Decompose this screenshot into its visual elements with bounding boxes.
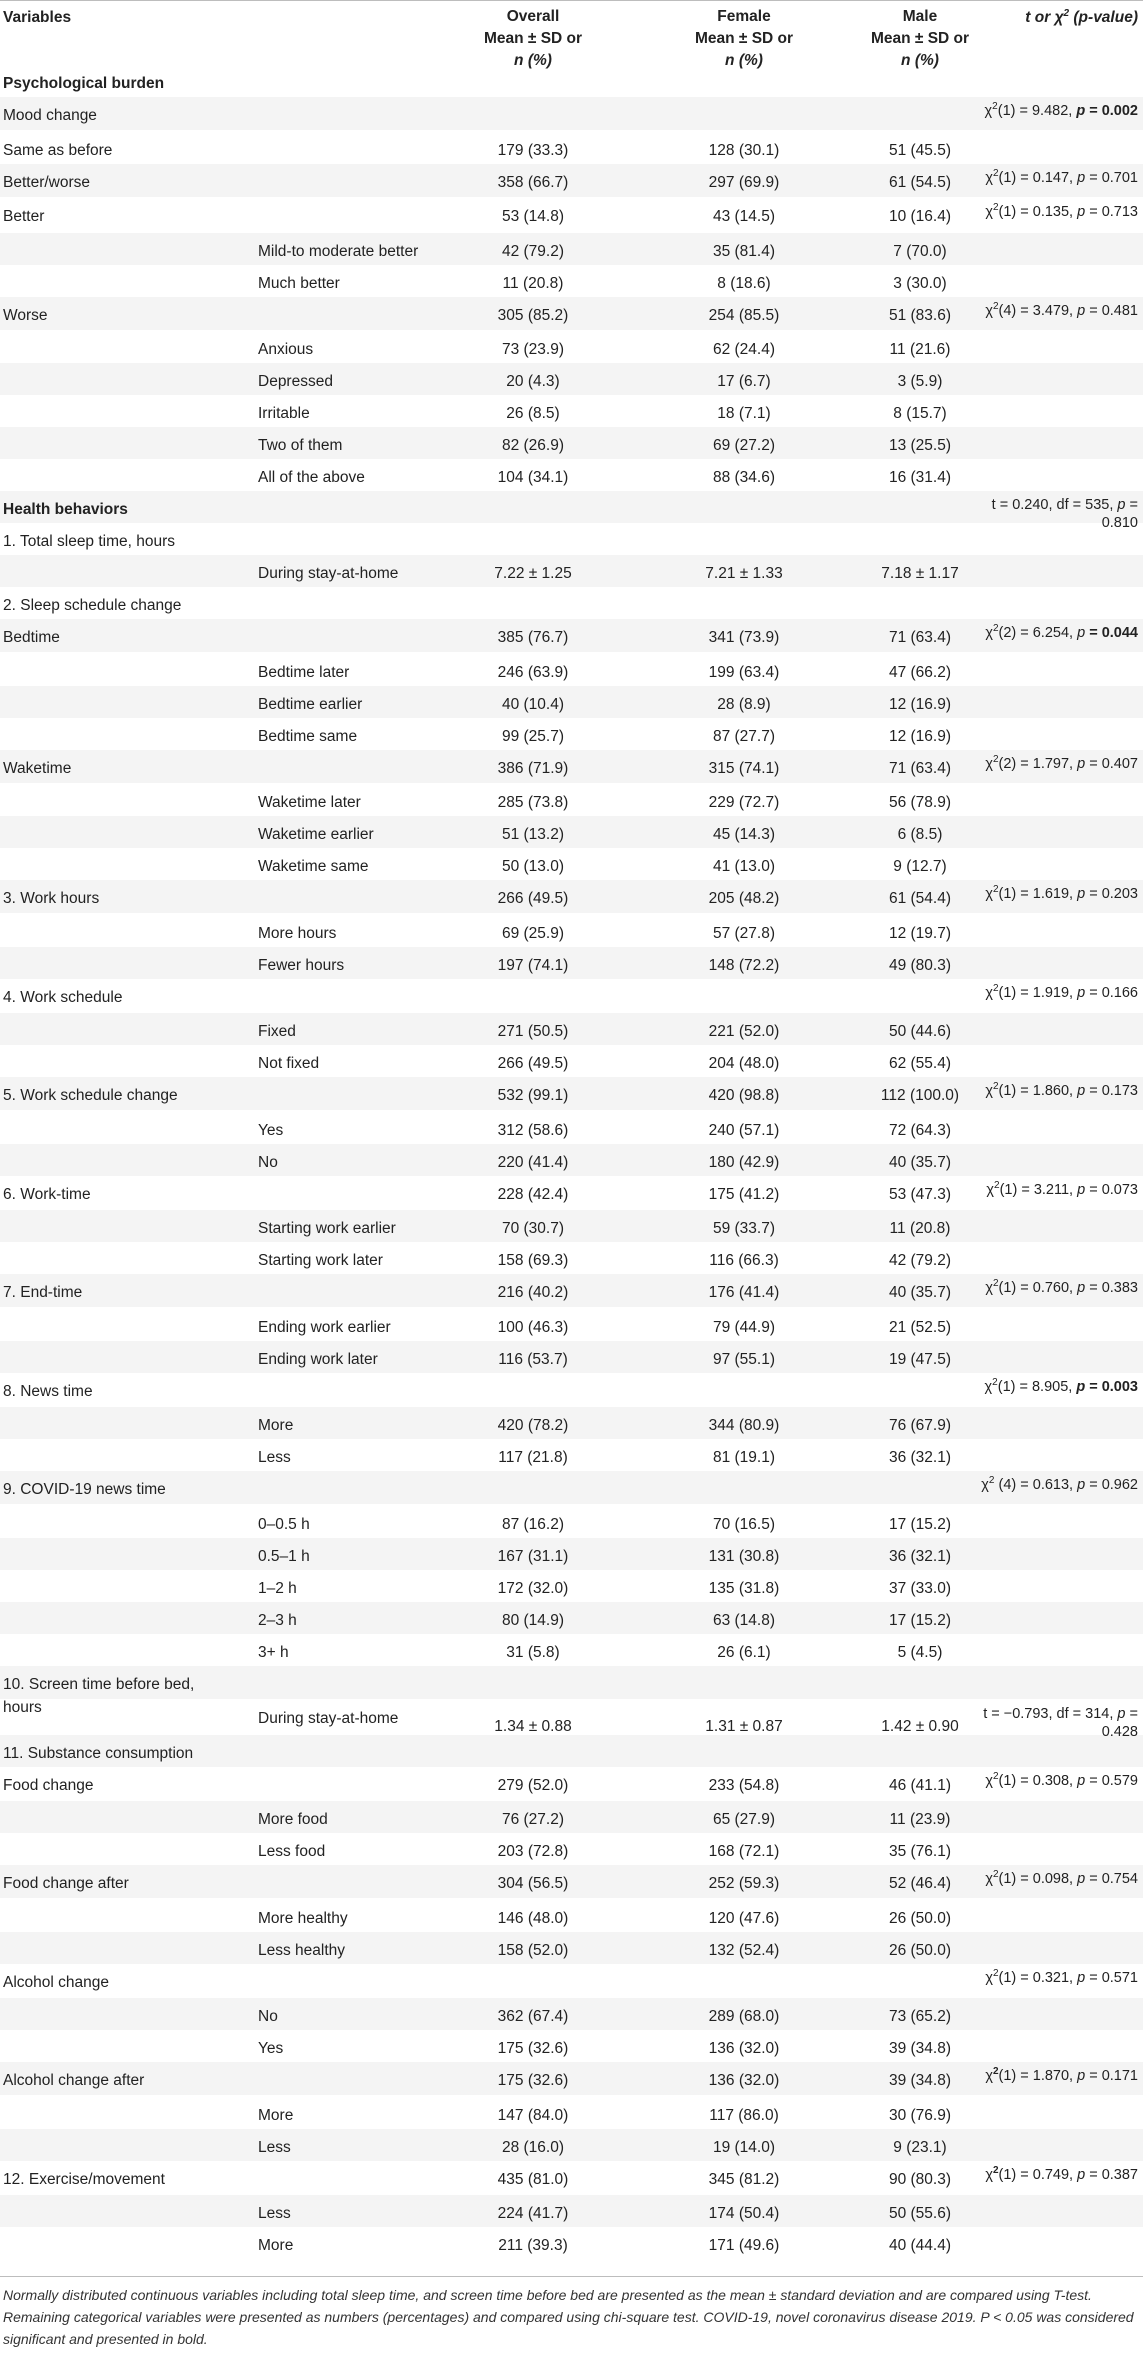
header-overall-line1: Overall <box>506 8 560 25</box>
cell-female: 221 (52.0) <box>708 1023 780 1040</box>
cell-male: 61 (54.4) <box>888 890 952 907</box>
cell-overall: 220 (41.4) <box>497 1153 569 1171</box>
cell-female: 35 (81.4) <box>712 242 776 260</box>
subcategory-label: 0.5–1 h <box>258 1547 310 1565</box>
subcategory-label: More hours <box>258 924 337 942</box>
cell-female: 79 (44.9) <box>712 1318 776 1336</box>
subcategory-label: More <box>258 2106 294 2124</box>
cell-overall: 20 (4.3) <box>506 373 560 390</box>
cell-male: 12 (16.9) <box>888 727 952 745</box>
cell-female: 62 (24.4) <box>712 341 776 358</box>
cell-female: 26 (6.1) <box>717 1643 771 1661</box>
cell-male: 11 (21.6) <box>889 341 951 358</box>
cell-female: 175 (41.2) <box>708 1185 780 1203</box>
variable-label: 12. Exercise/movement <box>3 2170 165 2188</box>
cell-female: 88 (34.6) <box>712 469 776 486</box>
subcategory-label: Two of them <box>258 437 343 454</box>
cell-female: 120 (47.6) <box>708 1909 780 1927</box>
subcategory-label: Less <box>258 1449 291 1466</box>
variable-label: 8. News time <box>3 1382 93 1400</box>
cell-statistic: $\chi^2(1) = 0.098$, p = 0.754 <box>985 1869 1138 1887</box>
section-heading: Psychological burden <box>3 75 165 92</box>
cell-overall: 203 (72.8) <box>497 1843 569 1860</box>
cell-female: 69 (27.2) <box>712 437 776 454</box>
subcategory-label: Less <box>258 2205 291 2222</box>
cell-male: 8 (15.7) <box>893 405 947 422</box>
cell-statistic: $\chi^2(1) = 0.135$, p = 0.713 <box>985 202 1138 220</box>
header-female <box>648 6 840 72</box>
subcategory-label: More healthy <box>258 1909 348 1927</box>
cell-overall: 87 (16.2) <box>501 1515 565 1533</box>
cell-overall: 53 (14.8) <box>501 208 565 225</box>
variable-label: Alcohol change after <box>3 2072 145 2089</box>
cell-overall: 362 (67.4) <box>497 2008 569 2025</box>
cell-overall: 285 (73.8) <box>497 794 569 811</box>
subcategory-label: More <box>258 1417 294 1434</box>
subcategory-label: Much better <box>258 274 340 292</box>
table-footnote: Normally distributed continuous variables including total sleep time, and screen time before bed are presented as the mean ± standard deviation and are compared using T-test. Remaining categorical variables were presented as numbers (percentages) and compared using chi-square test. COVID-19, novel coronavirus disease 2019. P < 0.05 was considered significant and presented in bold. <box>3 2287 1134 2347</box>
cell-male: 37 (33.0) <box>888 1579 952 1597</box>
cell-female: 233 (54.8) <box>708 1776 780 1794</box>
cell-overall: 146 (48.0) <box>497 1909 569 1927</box>
cell-statistic: $\chi^2(1) = 0.749$, p = 0.387 <box>985 2164 1138 2183</box>
header-overall-line3: n (%) <box>514 52 552 69</box>
cell-overall: 211 (39.3) <box>498 2237 568 2254</box>
subcategory-label: Depressed <box>258 373 333 390</box>
variable-label: Alcohol change <box>3 1973 109 1991</box>
cell-male: 17 (15.2) <box>888 1611 952 1629</box>
cell-male: 30 (76.9) <box>888 2106 952 2124</box>
cell-overall: 216 (40.2) <box>497 1284 569 1301</box>
cell-male: 49 (80.3) <box>888 956 952 974</box>
cell-male: 36 (32.1) <box>888 1449 952 1466</box>
cell-overall: 158 (52.0) <box>497 1941 569 1959</box>
cell-male: 36 (32.1) <box>888 1547 952 1565</box>
cell-male: 35 (76.1) <box>888 1843 952 1860</box>
cell-male: 76 (67.9) <box>888 1417 952 1434</box>
subcategory-label: Ending work later <box>258 1350 378 1368</box>
variable-label: Food change <box>3 1776 94 1794</box>
cell-male: 9 (12.7) <box>893 858 947 875</box>
cell-male: 9 (23.1) <box>893 2138 947 2156</box>
cell-overall: 117 (21.8) <box>498 1449 568 1466</box>
cell-female: 420 (98.8) <box>708 1087 780 1104</box>
cell-overall: 31 (5.8) <box>506 1643 560 1661</box>
cell-male: 46 (41.1) <box>888 1776 952 1794</box>
cell-overall: 172 (32.0) <box>497 1579 569 1597</box>
cell-overall: 279 (52.0) <box>497 1776 569 1794</box>
cell-female: 205 (48.2) <box>708 890 780 907</box>
cell-female: 97 (55.1) <box>712 1350 776 1368</box>
subcategory-label: 1–2 h <box>258 1579 297 1597</box>
cell-overall: 358 (66.7) <box>497 173 569 191</box>
variable-label: Better <box>3 208 45 225</box>
variable-label: 3. Work hours <box>3 890 100 907</box>
header-female-line1: Female <box>717 8 771 25</box>
header-female-line2: Mean ± SD or <box>694 30 794 47</box>
variable-label: 6. Work-time <box>3 1185 91 1203</box>
cell-statistic: $\chi^2(4) = 3.479$, p = 0.481 <box>985 300 1138 319</box>
cell-female: 148 (72.2) <box>708 956 780 974</box>
subcategory-label: More food <box>258 1811 328 1828</box>
cell-overall: 386 (71.9) <box>497 759 569 777</box>
subcategory-label: Waketime same <box>258 858 369 875</box>
cell-female: 87 (27.7) <box>712 727 776 745</box>
subcategory-label: 2–3 h <box>258 1611 297 1629</box>
cell-statistic: t = 0.240, df = 535, p = 0.810 <box>991 497 1138 531</box>
variable-label: 1. Total sleep time, hours <box>3 533 176 550</box>
cell-overall: 435 (81.0) <box>497 2170 569 2188</box>
cell-male: 26 (50.0) <box>888 1909 952 1927</box>
cell-overall: 104 (34.1) <box>497 469 569 486</box>
cell-overall: 42 (79.2) <box>501 242 565 260</box>
cell-overall: 69 (25.9) <box>501 924 565 942</box>
cell-overall: 175 (32.6) <box>497 2040 569 2057</box>
cell-female: 59 (33.7) <box>712 1220 776 1237</box>
cell-male: 40 (44.4) <box>888 2237 952 2254</box>
variable-label: 7. End-time <box>3 1284 83 1301</box>
variable-label: 2. Sleep schedule change <box>3 597 182 614</box>
cell-male: 7.18 ± 1.17 <box>881 565 959 582</box>
cell-female: 174 (50.4) <box>708 2205 780 2222</box>
subcategory-label: During stay-at-home <box>258 1710 399 1727</box>
cell-male: 26 (50.0) <box>888 1941 952 1959</box>
cell-overall: 51 (13.2) <box>501 826 565 843</box>
cell-male: 11 (23.9) <box>889 1811 951 1828</box>
cell-male: 52 (46.4) <box>888 1875 952 1892</box>
header-male-line3: n (%) <box>901 52 939 69</box>
cell-male: 50 (55.6) <box>888 2205 952 2222</box>
cell-overall: 312 (58.6) <box>497 1121 569 1139</box>
cell-female: 168 (72.1) <box>708 1843 780 1860</box>
cell-male: 40 (35.7) <box>888 1284 952 1301</box>
subcategory-label: 0–0.5 h <box>258 1515 310 1533</box>
cell-male: 53 (47.3) <box>888 1185 952 1203</box>
header-variables: Variables <box>3 9 72 26</box>
header-female-line3: n (%) <box>725 52 763 69</box>
cell-statistic: $\chi^2(1) = 1.860$, p = 0.173 <box>985 1081 1138 1099</box>
subcategory-label: No <box>258 2008 278 2025</box>
cell-overall: 224 (41.7) <box>497 2205 569 2222</box>
cell-male: 12 (19.7) <box>888 924 952 942</box>
cell-overall: 266 (49.5) <box>497 1055 569 1072</box>
section-heading: Health behaviors <box>3 501 128 518</box>
cell-male: 51 (83.6) <box>888 306 952 324</box>
cell-female: 128 (30.1) <box>708 141 780 159</box>
cell-female: 289 (68.0) <box>708 2008 780 2025</box>
cell-overall: 11 (20.8) <box>502 274 564 292</box>
cell-overall: 76 (27.2) <box>501 1811 565 1828</box>
subcategory-label: 3+ h <box>258 1643 289 1661</box>
cell-female: 45 (14.3) <box>712 826 776 843</box>
cell-male: 61 (54.5) <box>888 173 952 191</box>
subcategory-label: Fewer hours <box>258 956 345 974</box>
cell-female: 176 (41.4) <box>708 1284 780 1301</box>
cell-female: 344 (80.9) <box>708 1417 780 1434</box>
cell-statistic: $\chi^2$ (4) = 0.613, p = 0.962 <box>981 1475 1138 1493</box>
subcategory-label: Yes <box>258 1121 284 1139</box>
cell-overall: 305 (85.2) <box>497 306 569 324</box>
cell-statistic: $\chi^2(1) = 8.905$, p = 0.003 <box>984 1376 1138 1395</box>
cell-overall: 158 (69.3) <box>497 1252 569 1269</box>
cell-overall: 1.34 ± 0.88 <box>494 1718 572 1735</box>
cell-male: 73 (65.2) <box>888 2008 952 2025</box>
cell-overall: 28 (16.0) <box>501 2138 565 2156</box>
cell-female: 136 (32.0) <box>708 2040 780 2057</box>
cell-female: 180 (42.9) <box>708 1153 780 1171</box>
cell-female: 341 (73.9) <box>708 629 780 646</box>
cell-male: 112 (100.0) <box>880 1087 960 1104</box>
cell-male: 1.42 ± 0.90 <box>881 1718 959 1735</box>
cell-female: 18 (7.1) <box>717 405 771 422</box>
cell-female: 41 (13.0) <box>712 858 776 875</box>
variable-label: Food change after <box>3 1875 129 1892</box>
cell-statistic: t = −0.793, df = 314, p = 0.428 <box>983 1706 1138 1740</box>
cell-male: 6 (8.5) <box>897 826 943 843</box>
cell-male: 50 (44.6) <box>888 1023 952 1040</box>
cell-female: 229 (72.7) <box>708 794 780 811</box>
subcategory-label: Bedtime same <box>258 727 358 745</box>
cell-overall: 50 (13.0) <box>501 858 565 875</box>
cell-male: 71 (63.4) <box>888 759 952 777</box>
cell-male: 56 (78.9) <box>888 794 952 811</box>
cell-overall: 271 (50.5) <box>497 1023 569 1040</box>
cell-female: 28 (8.9) <box>717 695 771 713</box>
cell-female: 132 (52.4) <box>708 1941 780 1959</box>
cell-statistic: $\chi^2(1) = 0.308$, p = 0.579 <box>985 1770 1138 1789</box>
cell-female: 345 (81.2) <box>708 2170 780 2188</box>
variable-label: 9. COVID-19 news time <box>3 1481 166 1498</box>
cell-statistic: $\chi^2(1) = 1.919$, p = 0.166 <box>985 982 1138 1001</box>
cell-overall: 40 (10.4) <box>501 695 565 713</box>
cell-male: 39 (34.8) <box>888 2072 952 2089</box>
subcategory-label: No <box>258 1153 278 1171</box>
cell-overall: 246 (63.9) <box>497 663 569 681</box>
cell-male: 12 (16.9) <box>888 695 952 713</box>
cell-female: 135 (31.8) <box>708 1579 780 1597</box>
cell-overall: 80 (14.9) <box>501 1611 565 1629</box>
cell-overall: 100 (46.3) <box>497 1318 569 1336</box>
cell-female: 131 (30.8) <box>708 1547 780 1565</box>
cell-overall: 99 (25.7) <box>501 727 565 745</box>
cell-female: 1.31 ± 0.87 <box>705 1718 783 1735</box>
cell-male: 11 (20.8) <box>889 1220 951 1237</box>
cell-female: 43 (14.5) <box>712 208 776 225</box>
cell-overall: 228 (42.4) <box>497 1185 569 1203</box>
cell-statistic: $\chi^2(1) = 0.760$, p = 0.383 <box>985 1278 1138 1296</box>
subcategory-label: Anxious <box>258 341 314 358</box>
cell-overall: 116 (53.7) <box>498 1350 568 1368</box>
cell-overall: 70 (30.7) <box>501 1220 565 1237</box>
cell-statistic: $\chi^2(2) = 1.797$, p = 0.407 <box>985 753 1138 772</box>
subcategory-label: Ending work earlier <box>258 1318 391 1336</box>
cell-male: 13 (25.5) <box>888 437 952 454</box>
subcategory-label: Irritable <box>258 405 310 422</box>
cell-overall: 82 (26.9) <box>501 437 565 454</box>
cell-male: 16 (31.4) <box>888 469 952 486</box>
cell-male: 19 (47.5) <box>888 1350 952 1368</box>
cell-female: 315 (74.1) <box>708 759 780 777</box>
cell-overall: 420 (78.2) <box>497 1417 569 1434</box>
cell-statistic: $\chi^2(1) = 0.147$, p = 0.701 <box>985 167 1138 186</box>
variable-label: 5. Work schedule change <box>3 1087 178 1104</box>
cell-male: 71 (63.4) <box>888 629 952 646</box>
cell-male: 17 (15.2) <box>888 1515 952 1533</box>
cell-female: 252 (59.3) <box>708 1875 780 1892</box>
cell-female: 117 (86.0) <box>709 2106 779 2124</box>
cell-female: 240 (57.1) <box>708 1121 780 1139</box>
subcategory-label: Less food <box>258 1843 326 1860</box>
cell-female: 81 (19.1) <box>712 1449 776 1466</box>
cell-overall: 73 (23.9) <box>501 341 565 358</box>
cell-overall: 167 (31.1) <box>497 1547 569 1565</box>
cell-overall: 7.22 ± 1.25 <box>494 565 572 582</box>
cell-female: 8 (18.6) <box>717 274 771 292</box>
cell-male: 72 (64.3) <box>888 1121 952 1139</box>
subcategory-label: More <box>258 2237 294 2254</box>
variable-label: Same as before <box>3 141 113 159</box>
cell-overall: 385 (76.7) <box>497 629 569 646</box>
cell-female: 136 (32.0) <box>708 2072 780 2089</box>
cell-statistic: $\chi^2(1) = 9.482$, p = 0.002 <box>984 101 1138 119</box>
cell-female: 19 (14.0) <box>712 2138 776 2156</box>
header-overall-line2: Mean ± SD or <box>483 30 583 47</box>
cell-male: 21 (52.5) <box>888 1318 952 1336</box>
cell-male: 39 (34.8) <box>888 2040 952 2057</box>
cell-overall: 147 (84.0) <box>497 2106 569 2124</box>
cell-overall: 197 (74.1) <box>497 956 569 974</box>
header-overall <box>437 6 629 72</box>
subcategory-label: Starting work earlier <box>258 1220 396 1237</box>
cell-male: 47 (66.2) <box>888 663 952 681</box>
subcategory-label: Not fixed <box>258 1055 320 1072</box>
variable-label: Waketime <box>3 759 72 777</box>
cell-female: 254 (85.5) <box>708 306 780 324</box>
cell-overall: 532 (99.1) <box>497 1087 569 1104</box>
cell-female: 204 (48.0) <box>708 1055 780 1072</box>
variable-label: Worse <box>3 306 48 324</box>
cell-statistic: $\chi^2(1) = 1.870$, p = 0.171 <box>985 2066 1138 2084</box>
header-male-line1: Male <box>902 8 938 25</box>
cell-female: 116 (66.3) <box>709 1252 779 1269</box>
cell-female: 297 (69.9) <box>708 173 780 191</box>
cell-female: 7.21 ± 1.33 <box>705 565 783 582</box>
header-stat-text: t or $\chi^2$ (p-value) <box>1025 7 1138 26</box>
cell-male: 3 (5.9) <box>897 373 943 390</box>
cell-female: 63 (14.8) <box>712 1611 776 1629</box>
header-male-line2: Mean ± SD or <box>870 30 970 47</box>
variable-label: Better/worse <box>3 173 91 191</box>
subcategory-label: Mild-to moderate better <box>258 242 419 260</box>
subcategory-label: Waketime earlier <box>258 826 374 843</box>
subcategory-label: Less healthy <box>258 1941 346 1959</box>
subcategory-label: Waketime later <box>258 794 361 811</box>
cell-male: 42 (79.2) <box>888 1252 952 1269</box>
table-bottom-rule <box>0 2276 1143 2277</box>
cell-statistic: $\chi^2(1) = 3.211$, p = 0.073 <box>986 1179 1138 1198</box>
variable-label: Bedtime <box>3 629 60 646</box>
variable-label: 4. Work schedule <box>3 988 123 1006</box>
cell-male: 3 (30.0) <box>893 274 947 292</box>
cell-male: 7 (70.0) <box>893 242 947 260</box>
cell-male: 40 (35.7) <box>888 1153 952 1171</box>
cell-statistic: $\chi^2(1) = 0.321$, p = 0.571 <box>985 1967 1138 1986</box>
subcategory-label: Starting work later <box>258 1252 383 1269</box>
cell-male: 62 (55.4) <box>888 1055 952 1072</box>
subcategory-label: Bedtime later <box>258 663 350 681</box>
cell-male: 51 (45.5) <box>888 141 952 159</box>
cell-statistic: $\chi^2(2) = 6.254$, p = 0.044 <box>985 623 1138 641</box>
subcategory-label: Yes <box>258 2040 284 2057</box>
cell-female: 17 (6.7) <box>717 373 771 390</box>
cell-overall: 266 (49.5) <box>497 890 569 907</box>
subcategory-label: Fixed <box>258 1023 296 1040</box>
cell-male: 90 (80.3) <box>888 2170 952 2188</box>
cell-overall: 26 (8.5) <box>506 405 560 422</box>
subcategory-label: During stay-at-home <box>258 565 399 582</box>
cell-female: 171 (49.6) <box>708 2237 780 2254</box>
cell-overall: 179 (33.3) <box>497 141 569 159</box>
cell-male: 10 (16.4) <box>888 208 952 225</box>
cell-female: 70 (16.5) <box>712 1515 776 1533</box>
cell-female: 57 (27.8) <box>712 924 776 942</box>
cell-statistic: $\chi^2(1) = 1.619$, p = 0.203 <box>985 884 1138 902</box>
cell-female: 199 (63.4) <box>708 663 780 681</box>
variable-label: 10. Screen time before bed, hours <box>3 1675 195 1716</box>
variable-label: 11. Substance consumption <box>3 1744 194 1762</box>
cell-overall: 304 (56.5) <box>497 1875 569 1892</box>
cell-male: 5 (4.5) <box>897 1643 943 1661</box>
cell-overall: 175 (32.6) <box>497 2072 569 2089</box>
header-stat <box>960 6 1138 29</box>
cell-female: 65 (27.9) <box>712 1811 776 1828</box>
subcategory-label: Bedtime earlier <box>258 695 363 713</box>
variable-label: Mood change <box>3 107 97 124</box>
subcategory-label: All of the above <box>258 469 365 486</box>
subcategory-label: Less <box>258 2138 291 2156</box>
